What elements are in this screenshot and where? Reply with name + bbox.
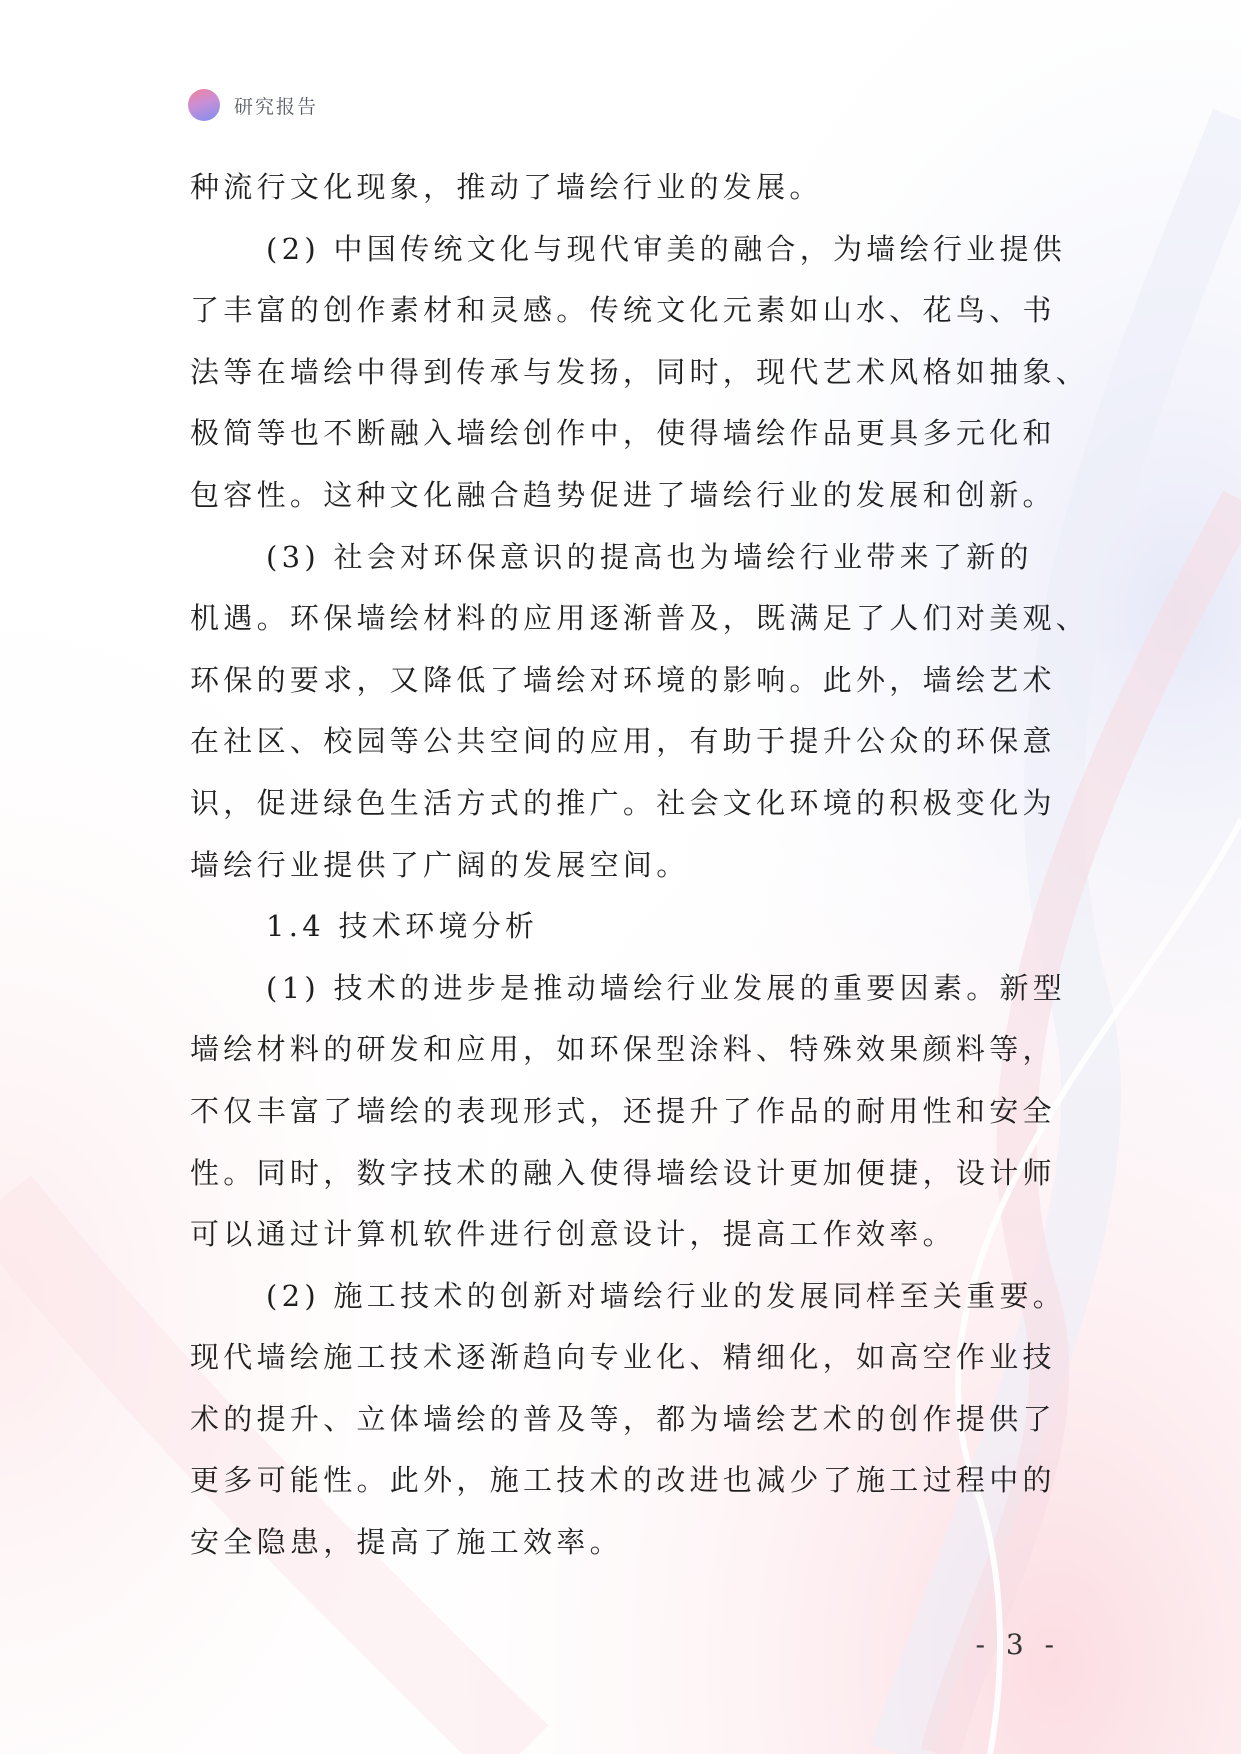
- text-line: 墙绘行业提供了广阔的发展空间。: [190, 847, 690, 882]
- logo-circle-icon: [188, 89, 220, 121]
- text-line: (2) 中国传统文化与现代审美的融合，为墙绘行业提供: [266, 231, 1067, 266]
- text-line: 在社区、校园等公共空间的应用，有助于提升公众的环保意: [190, 724, 1056, 759]
- text-line: 性。同时，数字技术的融入使得墙绘设计更加便捷，设计师: [190, 1155, 1056, 1190]
- text-line: 了丰富的创作素材和灵感。传统文化元素如山水、花鸟、书: [190, 293, 1056, 328]
- text-line: (3) 社会对环保意识的提高也为墙绘行业带来了新的: [266, 539, 1033, 574]
- text-line: 墙绘材料的研发和应用，如环保型涂料、特殊效果颜料等，: [190, 1032, 1056, 1067]
- page-header: [188, 88, 318, 122]
- text-line: 极简等也不断融入墙绘创作中，使得墙绘作品更具多元化和: [190, 416, 1056, 451]
- text-line: 包容性。这种文化融合趋势促进了墙绘行业的发展和创新。: [190, 477, 1056, 512]
- text-line: 可以通过计算机软件进行创意设计，提高工作效率。: [190, 1217, 956, 1252]
- text-line: 更多可能性。此外，施工技术的改进也减少了施工过程中的: [190, 1463, 1056, 1498]
- text-line: 不仅丰富了墙绘的表现形式，还提升了作品的耐用性和安全: [190, 1093, 1056, 1128]
- text-line: 术的提升、立体墙绘的普及等，都为墙绘艺术的创作提供了: [190, 1401, 1056, 1436]
- text-line: 种流行文化现象，推动了墙绘行业的发展。: [190, 170, 823, 204]
- text-line: 现代墙绘施工技术逐渐趋向专业化、精细化，如高空作业技: [190, 1340, 1056, 1375]
- document-body: [190, 157, 1090, 1574]
- page-number: - 3 -: [975, 1628, 1060, 1661]
- section-heading: 1.4 技术环境分析: [266, 909, 539, 944]
- header-title: 研究报告: [234, 95, 319, 118]
- text-line: 识，促进绿色生活方式的推广。社会文化环境的积极变化为: [190, 785, 1056, 820]
- text-line: 法等在墙绘中得到传承与发扬，同时，现代艺术风格如抽象、: [190, 354, 1090, 389]
- text-line: (2) 施工技术的创新对墙绘行业的发展同样至关重要。: [266, 1278, 1067, 1313]
- text-line: 机遇。环保墙绘材料的应用逐渐普及，既满足了人们对美观、: [190, 601, 1090, 636]
- text-line: 安全隐患，提高了施工效率。: [190, 1525, 623, 1560]
- text-line: 环保的要求，又降低了墙绘对环境的影响。此外，墙绘艺术: [190, 662, 1056, 697]
- text-line: (1) 技术的进步是推动墙绘行业发展的重要因素。新型: [266, 970, 1067, 1005]
